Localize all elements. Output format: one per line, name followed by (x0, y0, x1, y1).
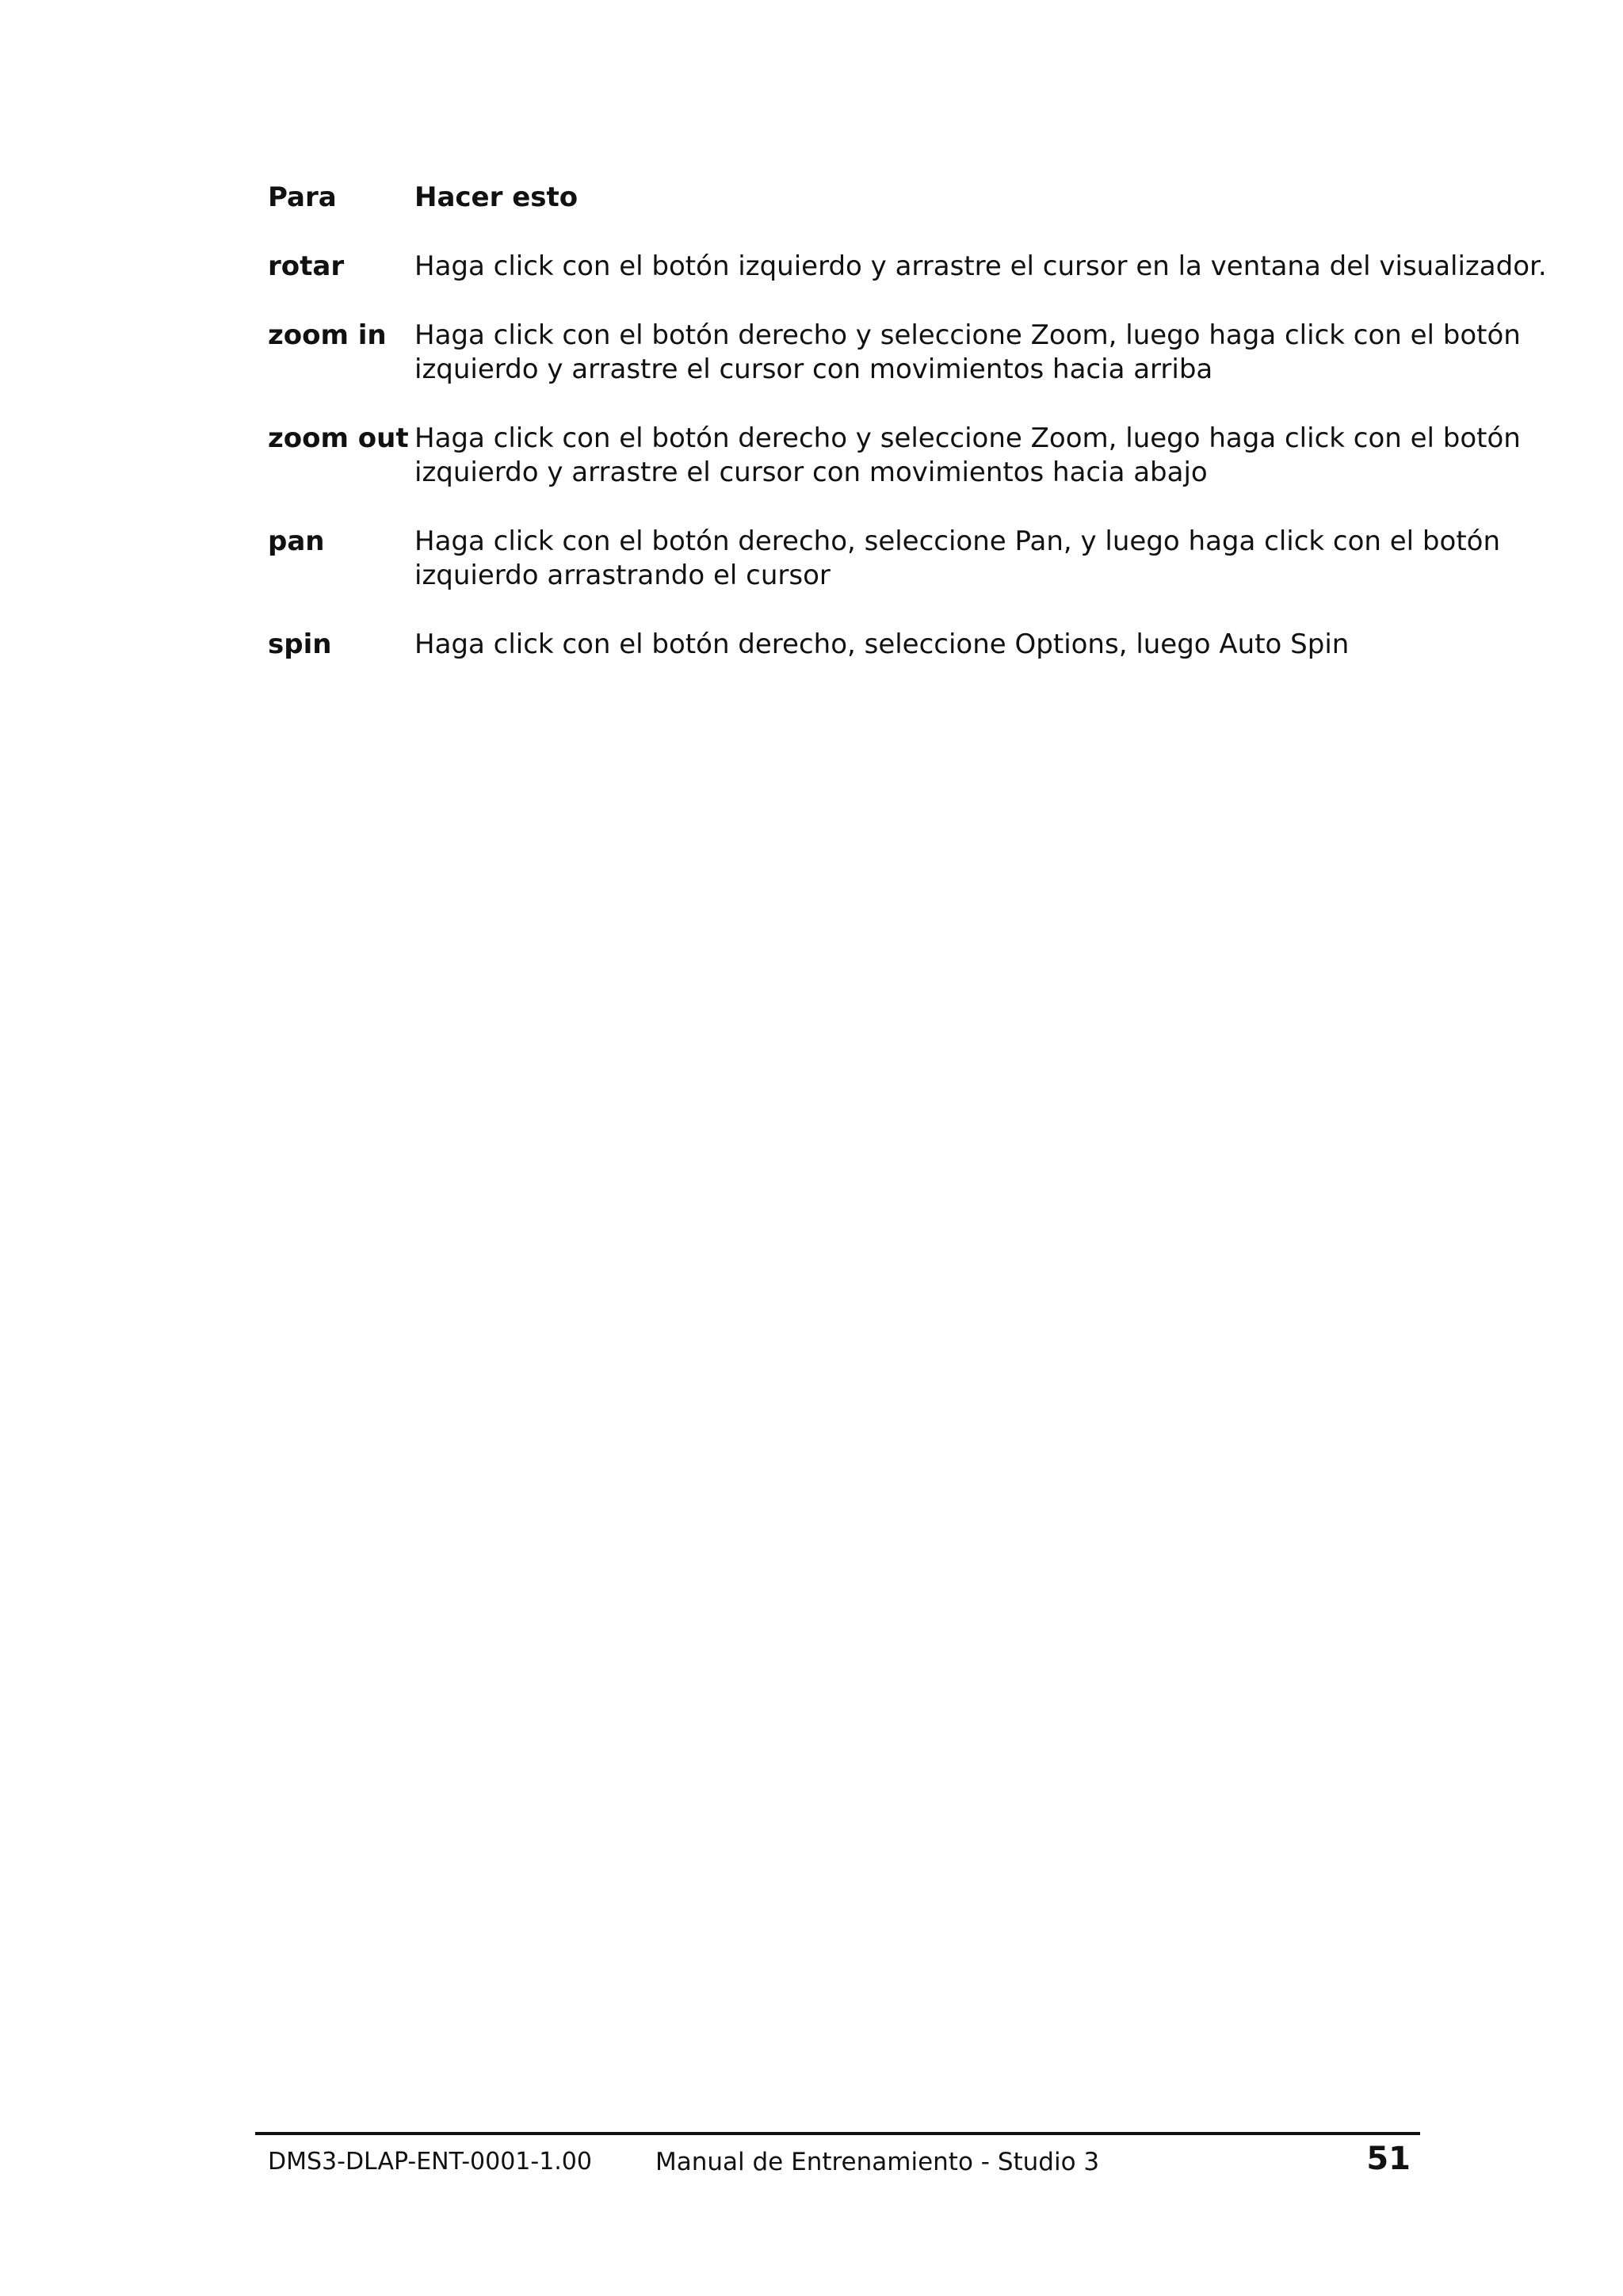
table-row (268, 525, 1552, 628)
row-term: zoom out (268, 422, 409, 454)
row-description: Haga click con el botón derecho, seleccione Options, luego Auto Spin (414, 628, 1350, 660)
row-term: zoom in (268, 319, 387, 351)
row-description: Haga click con el botón derecho, seleccione Pan, y luego haga click con el botón izquierdo arrastrando el cursor (414, 525, 1500, 591)
table-row (268, 422, 1552, 525)
header-description: Hacer esto (414, 181, 579, 213)
actions-table (268, 181, 1552, 697)
footer-divider (255, 2132, 1420, 2135)
footer-manual-title: Manual de Entrenamiento - Studio 3 (655, 2148, 1100, 2176)
row-term: pan (268, 525, 325, 557)
row-description: Haga click con el botón izquierdo y arrastre el cursor en la ventana del visualizador. (414, 250, 1547, 282)
page-number: 51 (1366, 2141, 1411, 2177)
table-row (268, 628, 1552, 697)
table-row (268, 319, 1552, 422)
row-description: Haga click con el botón derecho y seleccione Zoom, luego haga click con el botón izquierdo y arrastre el cursor con movimientos hacia abajo (414, 422, 1521, 488)
row-term: rotar (268, 250, 345, 282)
row-term: spin (268, 628, 332, 660)
footer-document-id: DMS3-DLAP-ENT-0001-1.00 (268, 2148, 592, 2176)
header-term: Para (268, 181, 337, 213)
table-header-row (268, 181, 1552, 250)
table-row (268, 250, 1552, 319)
row-description: Haga click con el botón derecho y seleccione Zoom, luego haga click con el botón izquierdo y arrastre el cursor con movimientos hacia arriba (414, 319, 1521, 385)
